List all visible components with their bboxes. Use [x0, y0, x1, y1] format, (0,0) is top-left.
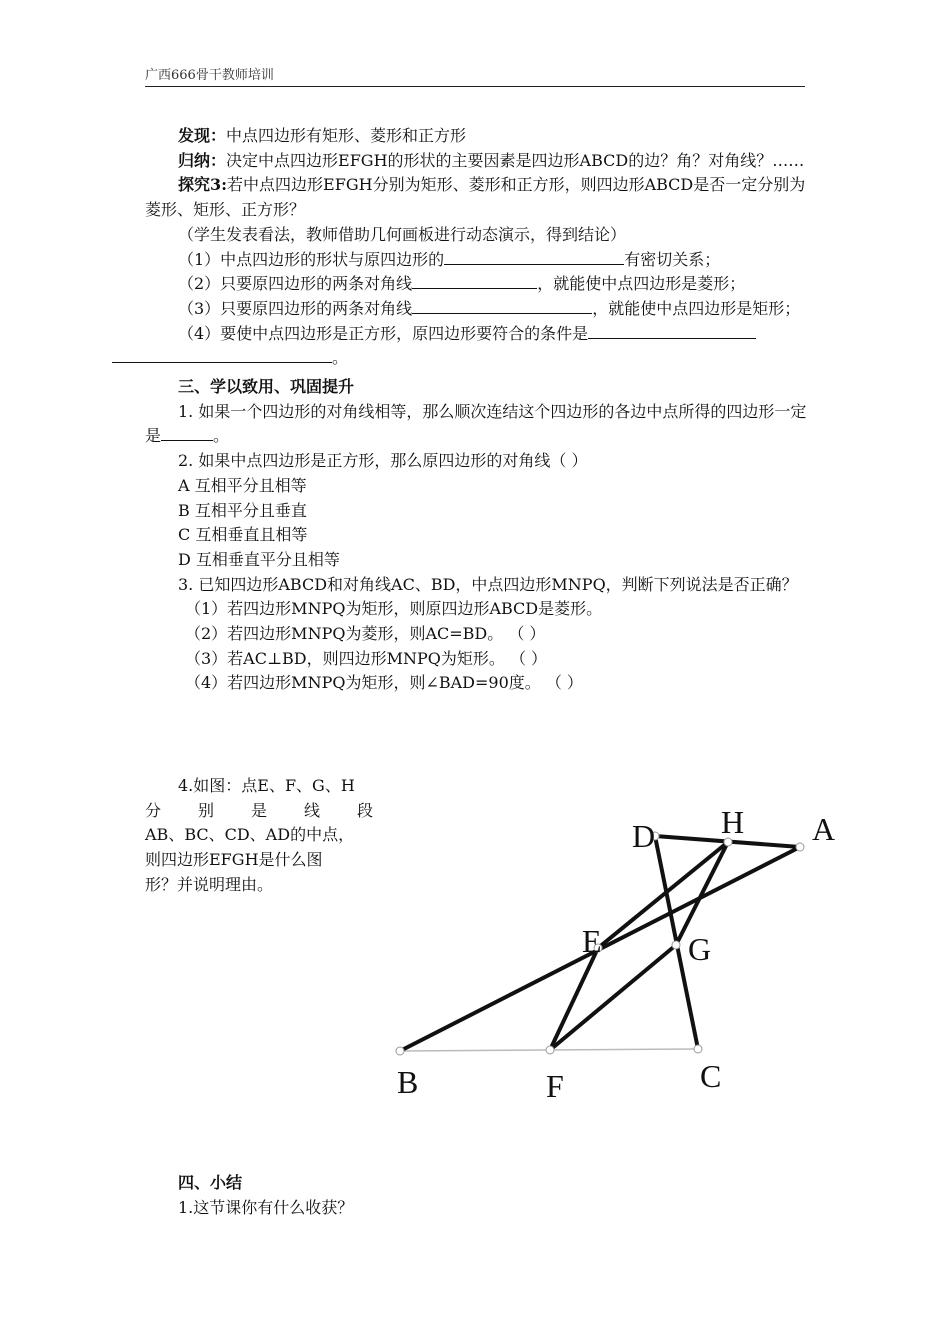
point-f: [546, 1046, 554, 1054]
question-4: 4.如图：点E、F、G、H 分别是线段 AB、BC、CD、AD的中点， 则四边形EFGH是什么图 形？并说明理由。: [145, 776, 373, 894]
conclusion-1: （1）中点四边形的形状与原四边形的 有密切关系；: [178, 249, 721, 269]
point-g: [672, 941, 680, 949]
induce-label: 归纳：: [178, 150, 227, 170]
induce-line: [145, 149, 810, 174]
section-4-title: 四、小结: [178, 1173, 243, 1192]
question-3-item: （2）若四边形MNPQ为菱形，则AC=BD。 （ ）: [185, 624, 546, 644]
label-f: F: [546, 1068, 564, 1104]
label-b: B: [397, 1064, 419, 1100]
segment-gf: [550, 945, 676, 1050]
discover-label: 发现：: [178, 126, 227, 145]
explore-line: [145, 173, 810, 222]
quadrilateral-figure: [380, 795, 860, 1115]
point-b: [396, 1047, 404, 1055]
question-3-item: （1）若四边形MNPQ为矩形，则原四边形ABCD是菱形。: [185, 599, 603, 619]
option-c: C 互相垂直且相等: [178, 525, 308, 545]
label-g: G: [688, 931, 712, 967]
section-3-title: 三、学以致用、巩固提升: [178, 377, 355, 397]
point-a: [796, 843, 804, 851]
answer-blank[interactable]: [412, 297, 592, 314]
answer-blank[interactable]: [112, 346, 332, 363]
label-c: C: [700, 1058, 722, 1094]
answer-blank[interactable]: [412, 272, 537, 289]
point-c: [694, 1045, 702, 1053]
conclusion-4: （4）要使中点四边形是正方形，原四边形要符合的条件是。: [145, 322, 810, 371]
question-3-item: （3）若AC⊥BD，则四边形MNPQ为矩形。 （ ）: [185, 648, 548, 668]
question-3-stem: 3. 已知四边形ABCD和对角线AC、BD，中点四边形MNPQ，判断下列说法是否正确？: [178, 574, 798, 594]
answer-blank[interactable]: [161, 424, 213, 441]
label-e: E: [582, 923, 602, 959]
segment-hg: [676, 842, 728, 945]
question-1: 1. 如果一个四边形的对角线相等，那么顺次连结这个四边形的各边中点所得的四边形一定是 。: [145, 401, 807, 446]
discover-text: 中点四边形有矩形、菱形和正方形: [226, 126, 467, 145]
discussion-line: （学生发表看法，教师借助几何画板进行动态演示，得到结论）: [178, 224, 627, 244]
page-header: 广西666骨干教师培训: [145, 64, 805, 87]
induce-text: 决定中点四边形EFGH的形状的主要因素是四边形ABCD的边？角？对角线？……: [226, 150, 805, 170]
option-d: D 互相垂直平分且相等: [178, 549, 340, 569]
answer-blank[interactable]: [588, 322, 756, 339]
label-a: A: [812, 811, 836, 847]
discover-line: [145, 124, 810, 149]
summary-section: [178, 1171, 353, 1220]
conclusion-2: （2）只要原四边形的两条对角线 ，就能使中点四边形是菱形；: [178, 274, 746, 294]
option-b: B 互相平分且垂直: [178, 500, 307, 520]
option-a: A 互相平分且相等: [178, 475, 307, 495]
label-h: H: [721, 804, 745, 840]
summary-question: 1.这节课你有什么收获？: [178, 1197, 354, 1217]
question-3-item: （4）若四边形MNPQ为矩形，则∠BAD=90度。 （ ）: [185, 673, 583, 693]
answer-blank[interactable]: [444, 248, 624, 265]
explore-label: 探究3:: [178, 175, 228, 195]
lesson-content: [145, 124, 810, 696]
question-2-stem: 2. 如果中点四边形是正方形，那么原四边形的对角线（ ）: [178, 451, 588, 471]
label-d: D: [632, 818, 656, 854]
conclusion-3: （3）只要原四边形的两条对角线 ，就能使中点四边形是矩形；: [178, 298, 801, 318]
explore-text: 若中点四边形EFGH分别为矩形、菱形和正方形，则四边形ABCD是否一定分别为菱形、矩形、正方形？: [145, 175, 806, 220]
